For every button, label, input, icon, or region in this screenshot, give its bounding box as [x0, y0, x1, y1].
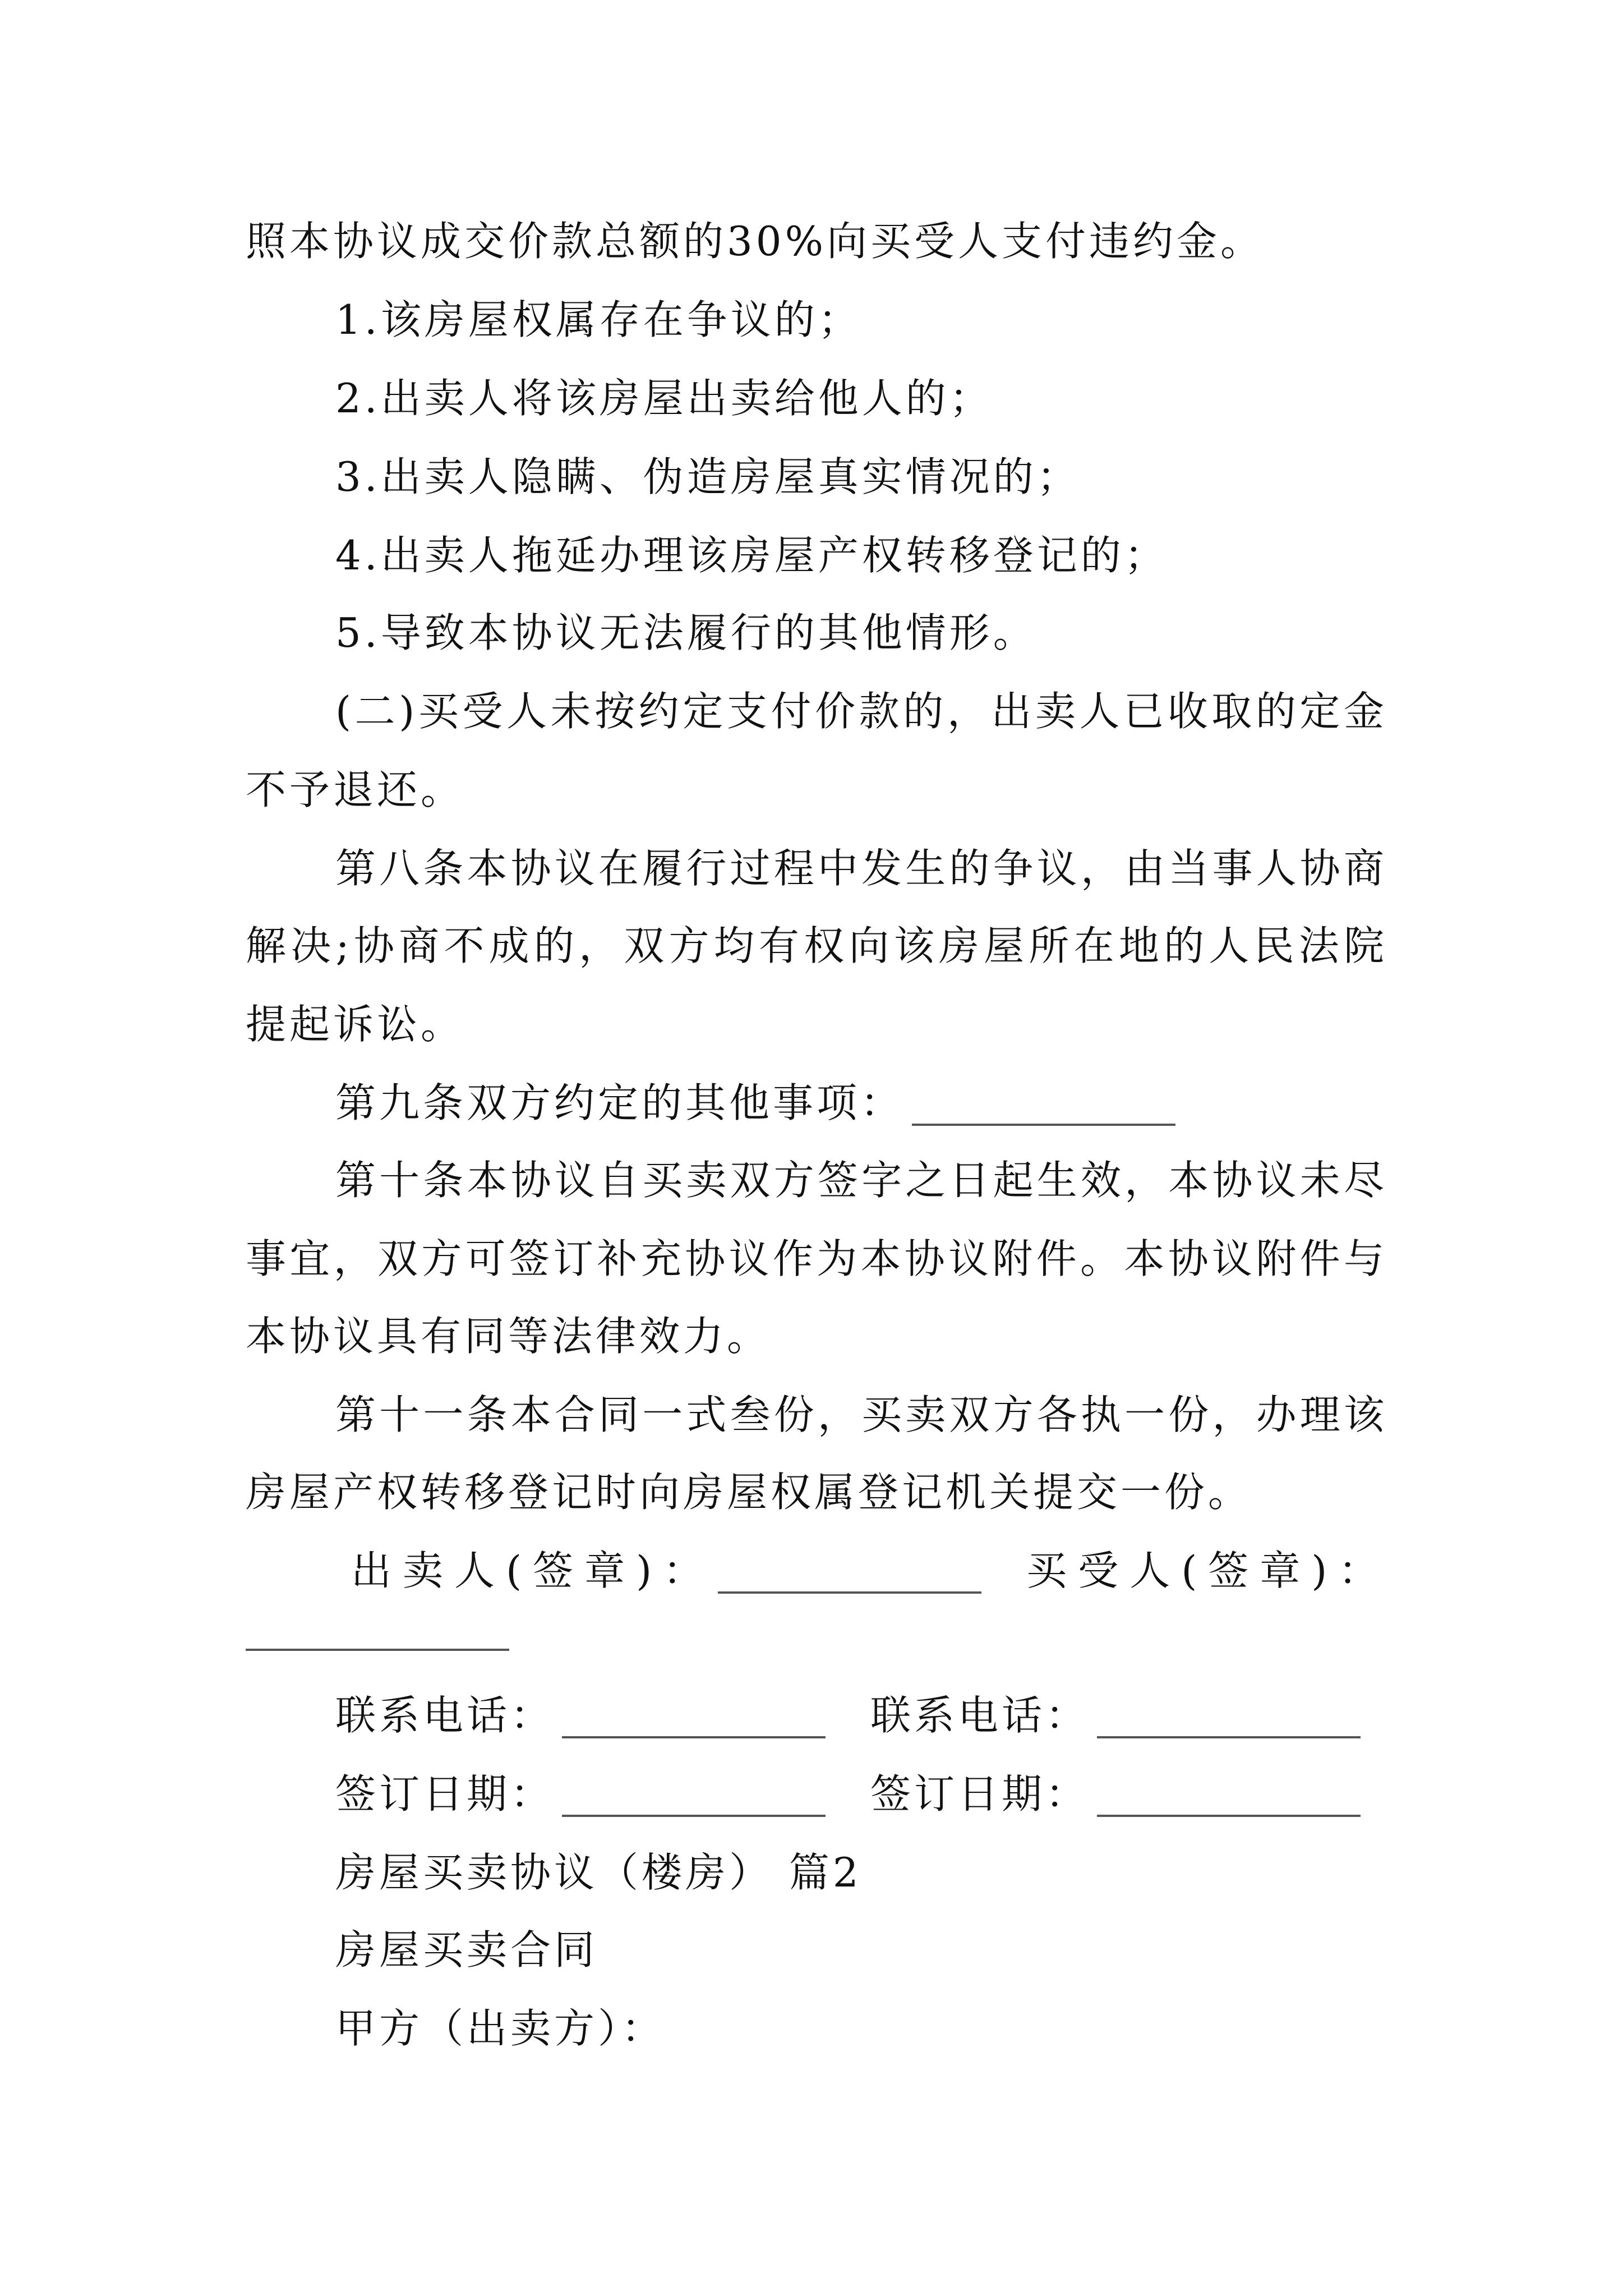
- blank-line: [912, 1124, 1175, 1126]
- seller-phone-blank: [562, 1736, 826, 1738]
- paragraph-line: 第八条本协议在履行过程中发生的争议，由当事人协商: [335, 845, 1387, 892]
- paragraph-line: (二)买受人未按约定支付价款的，出卖人已收取的定金: [335, 688, 1387, 735]
- paragraph-line: 第十条本协议自买卖双方签字之日起生效，本协议未尽: [335, 1157, 1387, 1204]
- paragraph-line: 第十一条本合同一式叁份，买卖双方各执一份，办理该: [335, 1391, 1387, 1438]
- paragraph-line: 解决;协商不成的，双方均有权向该房屋所在地的人民法院: [246, 922, 1387, 969]
- seller-phone-label: 联系电话：: [335, 1692, 555, 1739]
- seller-signature-label: 出卖人(签章)：: [351, 1547, 715, 1594]
- clause-nine-label: 第九条双方约定的其他事项：: [335, 1079, 905, 1126]
- seller-date-label: 签订日期：: [335, 1770, 555, 1818]
- contact-phone-row: [335, 1685, 1361, 1746]
- party-a-label: 甲方（出卖方）：: [335, 2005, 666, 2052]
- buyer-phone-blank: [1097, 1736, 1361, 1738]
- section-heading: 房屋买卖协议（楼房） 篇2: [335, 1849, 862, 1896]
- buyer-date-blank: [1097, 1815, 1361, 1817]
- paragraph-line: 照本协议成交价款总额的30%向买受人支付违约金。: [246, 218, 1265, 265]
- buyer-signature-label: 买受人(签章)：: [1026, 1547, 1390, 1594]
- buyer-signature-blank: [246, 1649, 509, 1651]
- signature-line: [351, 1540, 1390, 1602]
- list-item: 3.出卖人隐瞒、伪造房屋真实情况的；: [335, 453, 1081, 500]
- buyer-date-label: 签订日期：: [870, 1770, 1090, 1818]
- buyer-phone-label: 联系电话：: [870, 1692, 1090, 1739]
- list-item: 5.导致本协议无法履行的其他情形。: [335, 609, 1037, 656]
- list-item: 4.出卖人拖延办理该房屋产权转移登记的；: [335, 532, 1168, 579]
- paragraph-line: 不予退还。: [246, 766, 465, 813]
- paragraph-line: 房屋产权转移登记时向房屋权属登记机关提交一份。: [246, 1469, 1252, 1516]
- paragraph-line: 事宜，双方可签订补充协议作为本协议附件。本协议附件与: [246, 1235, 1387, 1282]
- clause-nine: [335, 1072, 1175, 1134]
- signing-date-row: [335, 1763, 1361, 1825]
- seller-signature-blank: [718, 1591, 981, 1594]
- paragraph-line: 提起诉讼。: [246, 1001, 465, 1048]
- list-item: 2.出卖人将该房屋出卖给他人的；: [335, 375, 993, 422]
- seller-date-blank: [562, 1815, 826, 1817]
- list-item: 1.该房屋权属存在争议的；: [335, 296, 862, 343]
- paragraph-line: 本协议具有同等法律效力。: [246, 1313, 771, 1360]
- contract-title: 房屋买卖合同: [335, 1926, 598, 1973]
